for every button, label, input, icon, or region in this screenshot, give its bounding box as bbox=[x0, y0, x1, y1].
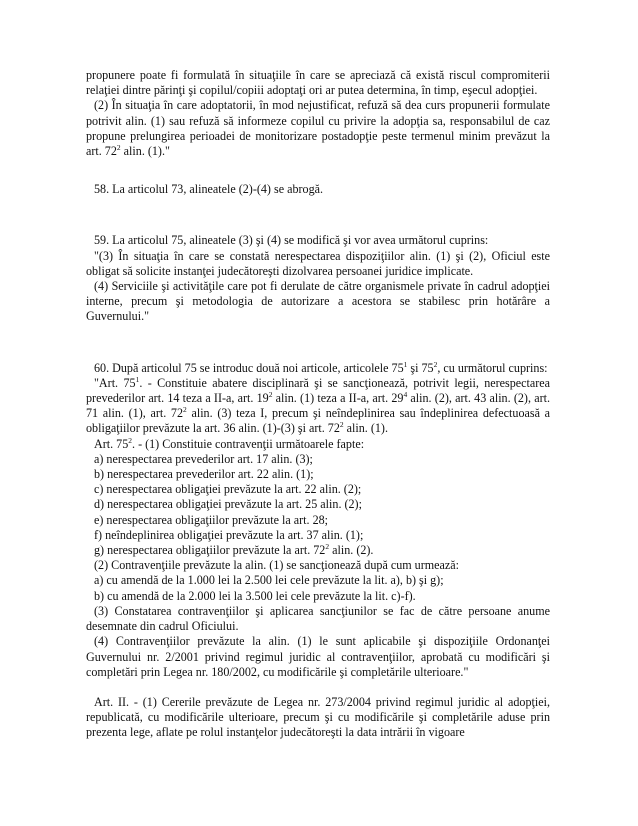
list-item: e) nerespectarea obligaţiilor prevăzute la art. 28; bbox=[94, 512, 329, 527]
paragraph: propunere poate fi formulată în situaţiile în care se apreciază că există riscul compromiterii relaţiei dintre părinţi şi copilul/copiii adoptaţi ori ar putea determina, în timp, eşecul adopţiei. bbox=[86, 68, 550, 98]
text-run: alin. (2), art. 43 alin. (2), art. 71 alin. (1), art. 72 bbox=[86, 391, 550, 421]
list-item: b) nerespectarea prevederilor art. 22 alin. (1); bbox=[94, 467, 314, 482]
text-run: 60. După articolul 75 se introduc două noi articole, articolele 75 bbox=[94, 360, 404, 375]
list-item: d) nerespectarea obligaţiei prevăzute la art. 25 alin. (2); bbox=[94, 497, 362, 512]
superscript: 4 bbox=[403, 390, 408, 400]
superscript: 2 bbox=[116, 143, 121, 153]
article-75-1 bbox=[86, 376, 550, 437]
superscript: 2 bbox=[325, 542, 330, 552]
text-run: (2) În situaţia în care adoptatorii, în mod nejustificat, refuză să dea curs propunerii formulate potrivit alin. (1) sau refuză să informeze copilul cu privire la adopţia sa, responsabilul de caz propune prelungirea perioadei de monitorizare postadopţie peste termenul minim prevăzut la art. 72 bbox=[86, 98, 550, 159]
paragraph: (3) Constatarea contravenţiilor şi aplicarea sancţiunilor se fac de către persoane anume desemnate din cadrul Oficiului. bbox=[86, 603, 550, 634]
text-run: g) nerespectarea obligaţiilor prevăzute la art. 72 bbox=[94, 543, 326, 558]
text-run: , cu următorul cuprins: bbox=[437, 360, 548, 375]
article-ii: Art. II. - (1) Cererile prevăzute de Legea nr. 273/2004 privind regimul juridic al adopţiei, republicată, cu modificările ulterioare, precum şi cu modificările şi completările aduse prin prezenta lege, aflate pe rolul instanţelor judecătoreşti la data intrării în vigoare bbox=[86, 694, 550, 740]
paragraph-59: 59. La articolul 75, alineatele (3) şi (4) se modifică şi vor avea următorul cuprins: bbox=[94, 233, 489, 248]
document-page bbox=[86, 68, 550, 741]
superscript: 2 bbox=[339, 420, 344, 430]
list-item: b) cu amendă de la 2.000 lei la 3.500 lei cele prevăzute la lit. c)-f). bbox=[94, 588, 416, 603]
list-item: c) nerespectarea obligaţiei prevăzute la art. 22 alin. (2); bbox=[94, 482, 362, 497]
paragraph-60 bbox=[86, 361, 550, 376]
superscript: 1 bbox=[403, 359, 408, 369]
article-75-2 bbox=[86, 437, 550, 452]
paragraph: (2) Contravenţiile prevăzute la alin. (1) se sancţionează după cum urmează: bbox=[94, 558, 459, 573]
paragraph: "(3) În situaţia în care se constată nerespectarea dispoziţiilor alin. (1) şi (2), Oficiul este obligat să solicite instanţei judecătoreşti dizolvarea persoanei juridice implicate. bbox=[86, 248, 550, 278]
paragraph: (4) Contravenţiilor prevăzute la alin. (1) le sunt aplicabile şi dispoziţiile Ordonanţei Guvernului nr. 2/2001 privind regimul juridic al contravenţiilor, aprobată cu modificări şi completări prin Legea nr. 180/2002, cu modificările şi completările ulterioare." bbox=[86, 634, 550, 679]
text-run: Art. 75 bbox=[94, 436, 129, 451]
superscript: 2 bbox=[183, 405, 187, 415]
paragraph-58: 58. La articolul 73, alineatele (2)-(4) se abrogă. bbox=[94, 182, 324, 197]
paragraph: (4) Serviciile şi activităţile care pot fi derulate de către organismele private în cadrul adopţiei interne, precum şi metodologia de autorizare a acestora se stabilesc prin hotărâre a Guvernului." bbox=[86, 279, 550, 324]
text-run: alin. (1)." bbox=[120, 144, 170, 159]
list-item: a) cu amendă de la 1.000 lei la 2.500 lei cele prevăzute la lit. a), b) şi g); bbox=[94, 573, 444, 588]
list-item: a) nerespectarea prevederilor art. 17 alin. (3); bbox=[94, 451, 313, 466]
text-run: alin. (1) teza a II-a, art. 29 bbox=[272, 391, 404, 406]
list-item: f) neîndeplinirea obligaţiei prevăzute la art. 37 alin. (1); bbox=[94, 527, 364, 542]
list-item bbox=[86, 543, 550, 558]
superscript: 1 bbox=[135, 374, 140, 384]
text-run: . - (1) Constituie contravenţii următoarele fapte: bbox=[132, 436, 365, 451]
superscript: 2 bbox=[433, 359, 438, 369]
superscript: 2 bbox=[268, 390, 273, 400]
paragraph bbox=[86, 98, 550, 159]
text-run: alin. (2). bbox=[329, 543, 374, 558]
text-run: alin. (1). bbox=[343, 421, 388, 436]
text-run: . - Constituie abatere disciplinară şi se sancţionează, potrivit legii, nerespectarea prevederilor art. 14 teza a II-a, art. 19 bbox=[86, 375, 551, 406]
text-run: alin. (3) teza I, precum şi neîndeplinirea sau îndeplinirea defectuoasă a obligaţiilor prevăzute la art. 36 alin. (1)-(3) şi art. 72 bbox=[86, 406, 551, 436]
superscript: 2 bbox=[128, 435, 133, 445]
text-run: "Art. 75 bbox=[94, 375, 136, 390]
text-run: şi 75 bbox=[407, 360, 434, 375]
